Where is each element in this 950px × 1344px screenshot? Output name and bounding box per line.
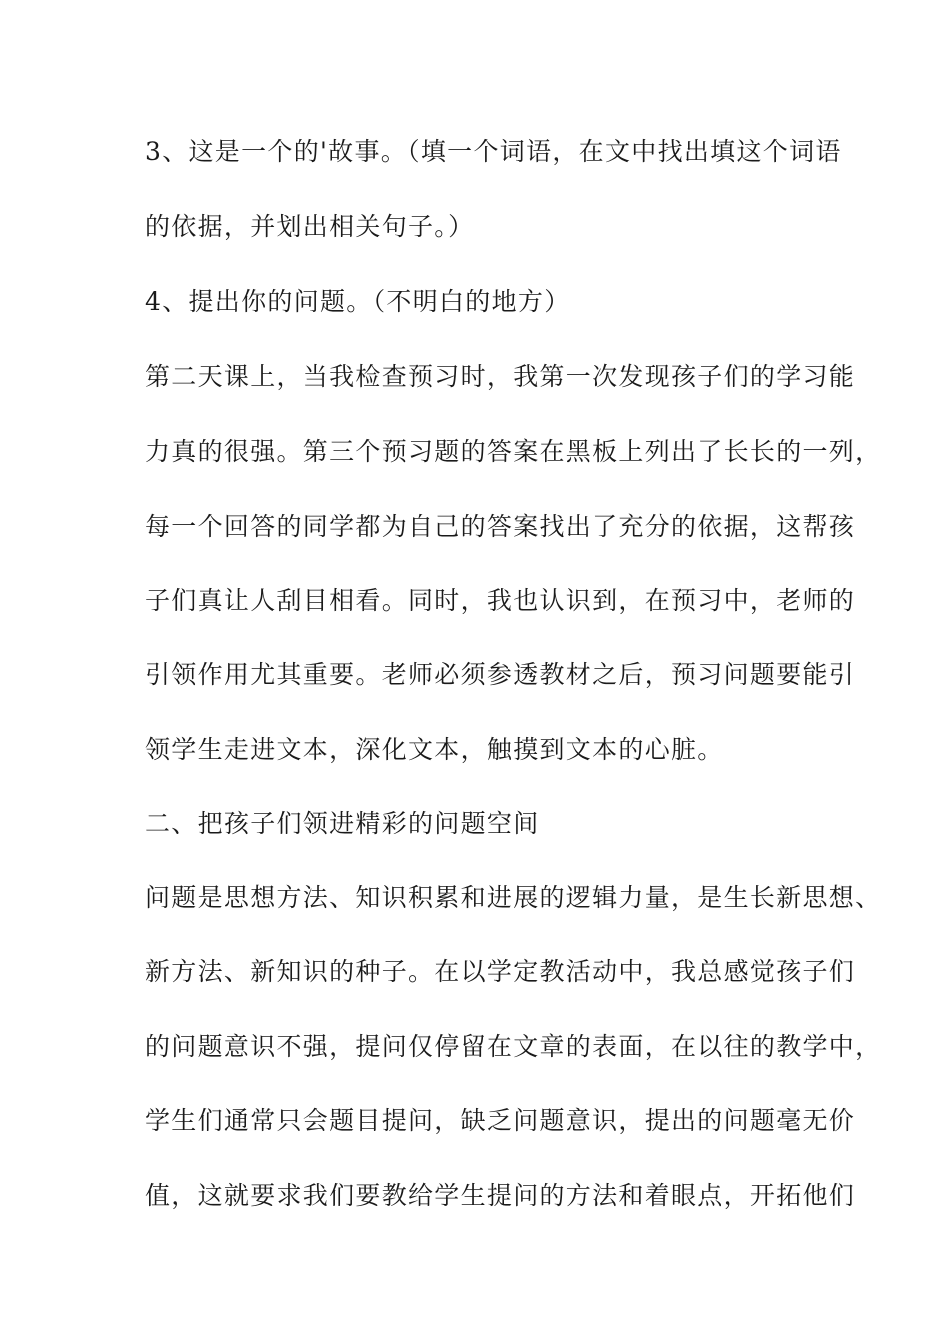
text-line: 第二天课上，当我检查预习时，我第一次发现孩子们的学习能 [145,362,856,391]
text-line: 问题是思想方法、知识积累和进展的逻辑力量，是生长新思想、 [145,883,882,912]
text-line: 学生们通常只会题目提问，缺乏问题意识，提出的问题毫无价 [145,1106,856,1135]
text-line: 引领作用尤其重要。老师必须参透教材之后，预习问题要能引 [145,660,856,689]
text-line: 的问题意识不强，提问仅停留在文章的表面，在以往的教学中， [145,1032,882,1061]
section-heading: 二、把孩子们领进精彩的问题空间 [145,809,540,838]
text-line: 力真的很强。第三个预习题的答案在黑板上列出了长长的一列， [145,437,882,466]
text-line: 3、这是一个的'故事。（填一个词语，在文中找出填这个词语 [145,137,842,166]
text-line: 领学生走进文本，深化文本，触摸到文本的心脏。 [145,735,724,764]
text-line: 新方法、新知识的种子。在以学定教活动中，我总感觉孩子们 [145,957,856,986]
text-line: 的依据，并划出相关句子。） [145,212,475,241]
text-line: 每一个回答的同学都为自己的答案找出了充分的依据，这帮孩 [145,512,856,541]
text-line: 子们真让人刮目相看。同时，我也认识到，在预习中，老师的 [145,586,856,615]
question-heading: 4、提出你的问题。（不明白的地方） [145,287,571,316]
text-line: 值，这就要求我们要教给学生提问的方法和着眼点，开拓他们 [145,1181,856,1210]
